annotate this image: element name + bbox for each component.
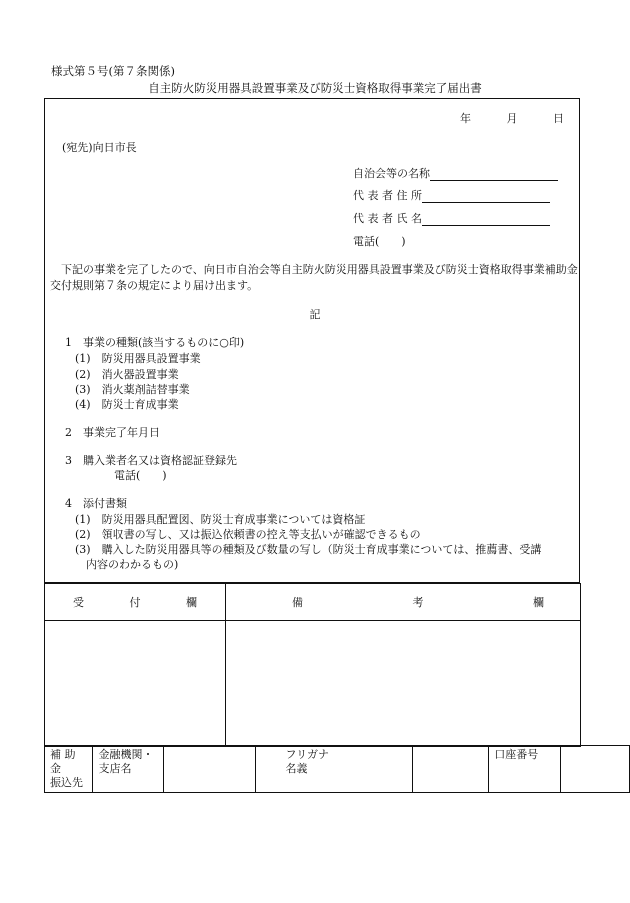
section-3-phone: 電話( ) bbox=[114, 469, 167, 482]
bank-transfer-table bbox=[44, 745, 630, 793]
rep-address-row bbox=[353, 187, 550, 203]
remarks-box[interactable] bbox=[226, 621, 581, 747]
rep-name-field[interactable] bbox=[422, 213, 550, 226]
section-4-item: (2) 領収書の写し、又は振込依頼書の控え等支払いが確認できるもの bbox=[75, 528, 421, 541]
date-line bbox=[428, 110, 564, 126]
section-3-heading: 3 購入業者名又は資格認証登録先 bbox=[65, 454, 237, 467]
section-1-item: (4) 防災士育成事業 bbox=[75, 398, 179, 411]
account-number-field[interactable] bbox=[561, 746, 630, 793]
section-1-item: (1) 防災用器具設置事業 bbox=[75, 352, 201, 365]
reception-header bbox=[45, 584, 226, 621]
bank-branch-label-cell bbox=[93, 746, 164, 793]
reception-header-char: 付 bbox=[129, 596, 141, 609]
document-title: 自主防火防災用器具設置事業及び防災士資格取得事業完了届出書 bbox=[148, 81, 482, 95]
reception-box[interactable] bbox=[45, 621, 226, 747]
date-day: 日 bbox=[553, 112, 564, 125]
section-1-item: (3) 消火薬剤詰替事業 bbox=[75, 383, 190, 396]
addressee: (宛先)向日市長 bbox=[62, 141, 137, 154]
bank-branch-field[interactable] bbox=[164, 746, 255, 793]
reception-header-char: 受 bbox=[73, 596, 84, 609]
section-4-item: 内容のわかるもの) bbox=[75, 558, 179, 571]
account-name-label: 名義 bbox=[285, 762, 308, 775]
remarks-header-char: 備 bbox=[292, 596, 303, 609]
org-name-row bbox=[353, 165, 558, 181]
bank-branch-label-line: 金融機関・ bbox=[98, 748, 154, 761]
section-4-item: (3) 購入した防災用器具等の種類及び数量の写し（防災士育成事業については、推薦書、受講 bbox=[75, 543, 542, 556]
date-month: 月 bbox=[506, 112, 518, 125]
ki-heading: 記 bbox=[309, 308, 321, 321]
org-name-label: 自治会等の名称 bbox=[353, 167, 430, 180]
account-name-label-cell bbox=[255, 746, 413, 793]
rep-name-row bbox=[353, 210, 550, 226]
reception-remarks-table bbox=[44, 583, 581, 747]
form-number: 様式第５号(第７条関係) bbox=[51, 64, 175, 78]
furigana-label: フリガナ bbox=[285, 748, 329, 761]
bank-label-cell bbox=[45, 746, 93, 793]
phone-label: 電話( ) bbox=[353, 235, 406, 248]
rep-address-label: 代 表 者 住 所 bbox=[353, 189, 422, 202]
bank-label-line: 振込先 bbox=[50, 776, 83, 789]
reception-header-char: 欄 bbox=[186, 596, 197, 609]
section-2-heading: 2 事業完了年月日 bbox=[65, 426, 160, 439]
remarks-header-char: 欄 bbox=[533, 596, 544, 609]
bank-branch-label-line: 支店名 bbox=[98, 762, 132, 775]
section-4-item: (1) 防災用器具配置図、防災士育成事業については資格証 bbox=[75, 513, 366, 526]
section-4-heading: 4 添付書類 bbox=[65, 497, 127, 510]
account-number-label: 口座番号 bbox=[489, 746, 561, 793]
remarks-header-char: 考 bbox=[412, 596, 424, 609]
org-name-field[interactable] bbox=[430, 168, 558, 181]
account-name-field[interactable] bbox=[413, 746, 489, 793]
bank-label-line: 補 助 金 bbox=[50, 748, 76, 775]
date-year: 年 bbox=[460, 112, 471, 125]
rep-name-label: 代 表 者 氏 名 bbox=[353, 212, 422, 225]
body-text: 下記の事業を完了したので、向日市自治会等自主防火防災用器具設置事業及び防災士資格取得事業補助金交付規則第７条の規定により届け出ます。 bbox=[50, 263, 578, 292]
remarks-header bbox=[226, 584, 581, 621]
section-1-item: (2) 消火器設置事業 bbox=[75, 368, 179, 381]
section-1-heading: 1 事業の種類(該当するものに○印) bbox=[65, 336, 245, 349]
rep-address-field[interactable] bbox=[422, 190, 550, 203]
